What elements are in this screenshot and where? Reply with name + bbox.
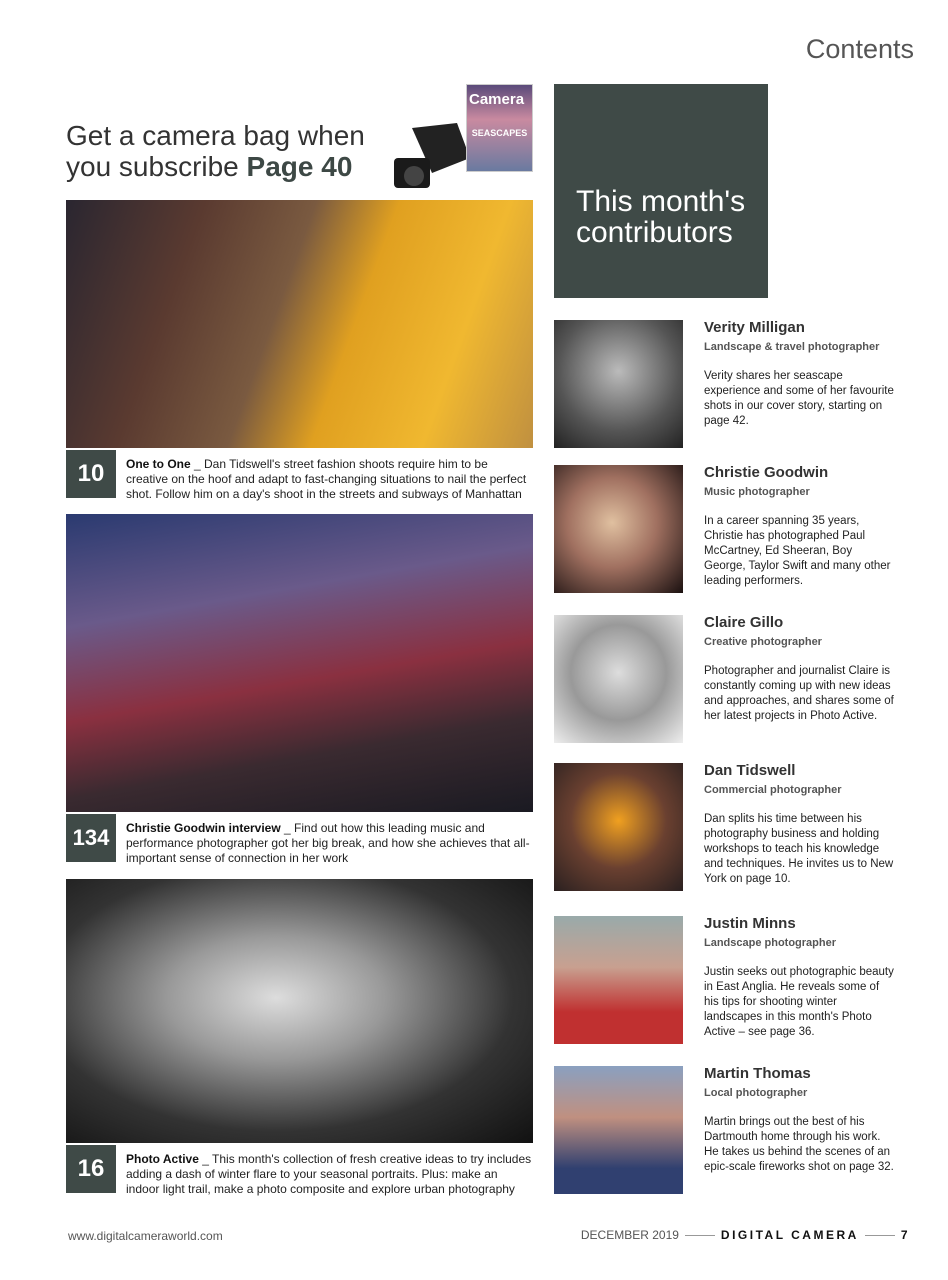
issue-date: DECEMBER 2019 [580, 1228, 679, 1242]
feature-caption[interactable] [66, 1145, 533, 1197]
contributor [554, 465, 894, 593]
contributor [554, 763, 894, 891]
page-number: 10 [66, 450, 116, 498]
subscribe-promo[interactable] [66, 120, 396, 182]
feature-caption[interactable] [66, 450, 533, 502]
camera-bag-image [392, 118, 472, 194]
contributor-name: Verity Milligan [704, 319, 805, 336]
contributor-role: Music photographer [704, 486, 810, 498]
contributor-desc: Justin seeks out photographic beauty in East Anglia. He reveals some of his tips for shooting winter landscapes in this month's Photo Active – see page 36. [704, 966, 894, 1038]
contributor-role: Creative photographer [704, 636, 822, 648]
feature-photo-concert [66, 514, 533, 812]
contributor-photo [554, 615, 683, 743]
contributor-name: Martin Thomas [704, 1065, 811, 1082]
contributor-name: Claire Gillo [704, 614, 784, 631]
contributor-photo [554, 763, 683, 891]
contributor-role: Commercial photographer [704, 784, 842, 796]
feature-title: Photo Active [126, 1152, 199, 1166]
feature-text: _ Find out how this leading music and performance photographer got her big break, and how she achieves that all-important sense of connection in her work [126, 821, 530, 865]
promo-page: Page 40 [246, 151, 353, 182]
magazine-cover [466, 84, 533, 172]
contributor-name: Christie Goodwin [704, 464, 829, 481]
contributor [554, 916, 894, 1044]
contributors-heading: This month's contributors [554, 84, 768, 298]
contributor-name: Justin Minns [704, 915, 796, 932]
section-title: Contents [805, 34, 914, 64]
contributor-role: Landscape photographer [704, 937, 837, 949]
divider [685, 1235, 715, 1236]
feature-title: One to One [126, 457, 191, 471]
page-footer [581, 1228, 910, 1242]
cover-title: Camera [469, 91, 525, 108]
page-number: 7 [900, 1228, 910, 1242]
contributor-photo [554, 465, 683, 593]
feature-photo-portrait [66, 879, 533, 1143]
contributor-desc: Photographer and journalist Claire is constantly coming up with new ideas and approaches, and shares some of her latest projects in Photo Active. [704, 665, 894, 722]
contributor-photo [554, 1066, 683, 1194]
contributor-desc: Dan splits his time between his photography business and holding workshops to teach his knowledge and techniques. He invites us to New York on page 10. [704, 813, 894, 885]
promo-text: Get a camera bag when you subscribe [66, 120, 365, 182]
contributor-name: Dan Tidswell [704, 762, 796, 779]
feature-text: _ This month's collection of fresh creative ideas to try includes adding a dash of winter flare to your seasonal portraits. Plus: make an indoor light trail, make a photo composite and explore urban photography [126, 1152, 532, 1196]
contributor-role: Landscape & travel photographer [704, 341, 880, 353]
contributor-photo [554, 320, 683, 448]
contributor [554, 1066, 894, 1194]
contributor-role: Local photographer [704, 1087, 808, 1099]
contributor-photo [554, 916, 683, 1044]
feature-title: Christie Goodwin interview [126, 821, 281, 835]
contributor [554, 615, 894, 743]
contributor-desc: Martin brings out the best of his Dartmouth home through his work. He takes us behind the scenes of an epic-scale fireworks shot on page 32. [704, 1116, 894, 1173]
feature-caption[interactable] [66, 814, 533, 866]
magazine-name: DIGITAL CAMERA [720, 1228, 859, 1242]
contributor-desc: Verity shares her seascape experience and some of her favourite shots in our cover story, starting on page 42. [704, 370, 894, 427]
website-url[interactable]: www.digitalcameraworld.com [68, 1229, 223, 1243]
feature-text: _ Dan Tidswell's street fashion shoots require him to be creative on the hoof and adapt to fast-changing situations to nail the perfect shot. Follow him on a day's shoot in the streets and subways of Manhattan [126, 457, 527, 501]
cover-headline: SEASCAPES [471, 128, 528, 138]
page-number: 134 [66, 814, 116, 862]
divider [865, 1235, 895, 1236]
contributor-desc: In a career spanning 35 years, Christie has photographed Paul McCartney, Ed Sheeran, Boy George, Taylor Swift and many other leading performers. [704, 515, 891, 587]
page-number: 16 [66, 1145, 116, 1193]
contributor [554, 320, 894, 448]
feature-photo-one-to-one [66, 200, 533, 448]
